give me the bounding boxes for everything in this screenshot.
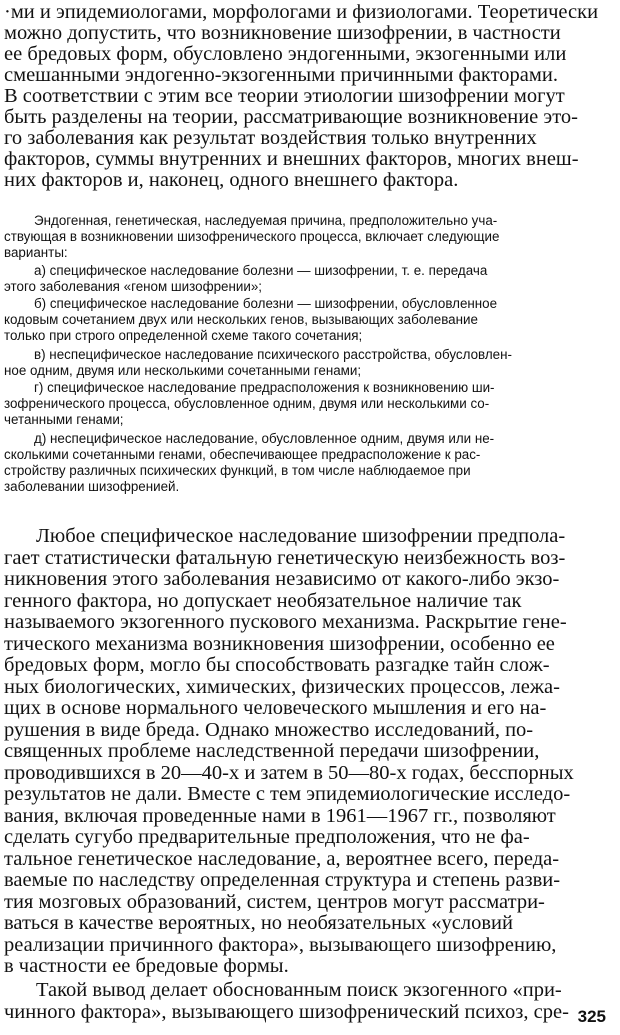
- small-line: только при строго определенной схеме такого сочетания;: [4, 328, 363, 343]
- small-line: б) специфическое наследование болезни — шизофрении, обусловленное: [34, 296, 498, 311]
- text-line: рушения в виде бреда. Однако множество исследований, по-: [4, 718, 534, 741]
- text-line: называемого экзогенного пускового механизма. Раскрытие гене-: [4, 611, 567, 633]
- small-line: кодовым сочетанием двух или нескольких генов, вызывающих заболевание: [4, 312, 478, 327]
- text-line: можно допустить, что возникновение шизофрении, в частности: [4, 22, 561, 44]
- small-line: ное одним, двумя или несколькими сочетанными генами;: [4, 363, 362, 378]
- text-line: ее бредовых форм, обусловлено эндогенными, экзогенными или: [4, 43, 567, 65]
- text-line: бредовых форм, могло бы способствовать разгадке тайн слож-: [4, 654, 550, 676]
- small-line: стройству различных психических функций, в том числе наблюдаемое при: [4, 463, 471, 478]
- small-line: ствующая в возникновении шизофренического процесса, включает следующие: [4, 229, 500, 244]
- text-line: вания, включая проведенные нами в 1961—1967 гг., позволяют: [4, 804, 556, 827]
- text-line: в частности ее бредовые формы.: [4, 955, 289, 977]
- text-line: Такой вывод делает обоснованным поиск экзогенного «при-: [36, 979, 562, 1001]
- small-line: четанными генами;: [4, 412, 124, 427]
- text-line: факторов, суммы внутренних и внешних факторов, многих внеш-: [4, 148, 579, 170]
- small-line: варианты:: [4, 245, 68, 260]
- page-number: 325: [577, 1007, 606, 1026]
- small-line: в) неспецифическое наследование психического расстройства, обусловлен-: [34, 347, 512, 362]
- small-line: а) специфическое наследование болезни — шизофрении, т. е. передача: [34, 263, 488, 278]
- text-line: ваться в качестве вероятных, но необязательных «условий: [4, 912, 513, 934]
- text-line: никновения этого заболевания независимо от какого-либо экзо-: [4, 568, 560, 590]
- text-line: чинного фактора», вызывающего шизофренический психоз, сре-: [4, 1000, 569, 1023]
- text-line: проводившихся в 20—40-х и затем в 50—80-х годах, бесспорных: [4, 761, 574, 784]
- text-line: ·ми и эпидемиологами, морфологами и физиологами. Теоретически: [4, 1, 599, 23]
- small-line: заболевании шизофренией.: [4, 479, 180, 494]
- text-line: щих в основе нормального человеческого мышления и его на-: [4, 697, 547, 719]
- text-line: Любое специфическое наследование шизофрении предпола-: [36, 525, 566, 547]
- text-line: сделать сугубо предварительные предположения, что не фа-: [4, 826, 530, 848]
- text-line: ных биологических, химических, физических процессов, лежа-: [4, 675, 560, 698]
- small-line: сколькими сочетанными генами, обеспечивающее предрасположение к рас-: [4, 447, 481, 462]
- small-line: д) неспецифическое наследование, обусловленное одним, двумя или не-: [34, 431, 495, 446]
- text-line: го заболевания как результат воздействия только внутренних: [4, 127, 537, 149]
- text-line: быть разделены на теории, рассматривающие возникновение это-: [4, 106, 578, 128]
- text-line: них факторов и, наконец, одного внешнего фактора.: [4, 169, 459, 191]
- text-line: тальное генетическое наследование, а, вероятнее всего, переда-: [4, 847, 560, 870]
- text-line: священных проблеме наследственной передачи шизофрении,: [4, 740, 540, 762]
- small-line: зофренического процесса, обусловленное одним, двумя или несколькими со-: [4, 396, 490, 411]
- small-line: г) специфическое наследование предрасположения к возникновению ши-: [34, 380, 495, 395]
- small-line: Эндогенная, генетическая, наследуемая причина, предположительно уча-: [34, 213, 498, 228]
- text-line: смешанными эндогенно-экзогенными причинными факторами.: [4, 64, 558, 86]
- text-line: ваемые по наследству определенная структура и степень разви-: [4, 869, 561, 891]
- text-line: тического механизма возникновения шизофрении, особенно ее: [4, 632, 555, 655]
- text-line: тия мозговых образований, систем, центров могут рассматри-: [4, 890, 545, 913]
- text-line: гает статистически фатальную генетическую неизбежность воз-: [4, 546, 566, 569]
- text-line: генного фактора, но допускает необязательное наличие так: [4, 589, 522, 612]
- small-line: этого заболевания «геном шизофрении»;: [4, 279, 262, 294]
- text-line: реализации причинного фактора», вызывающего шизофрению,: [4, 933, 557, 956]
- text-line: результатов не дали. Вместе с тем эпидемиологические исследо-: [4, 783, 571, 805]
- text-line: В соответствии с этим все теории этиологии шизофрении могут: [4, 85, 565, 107]
